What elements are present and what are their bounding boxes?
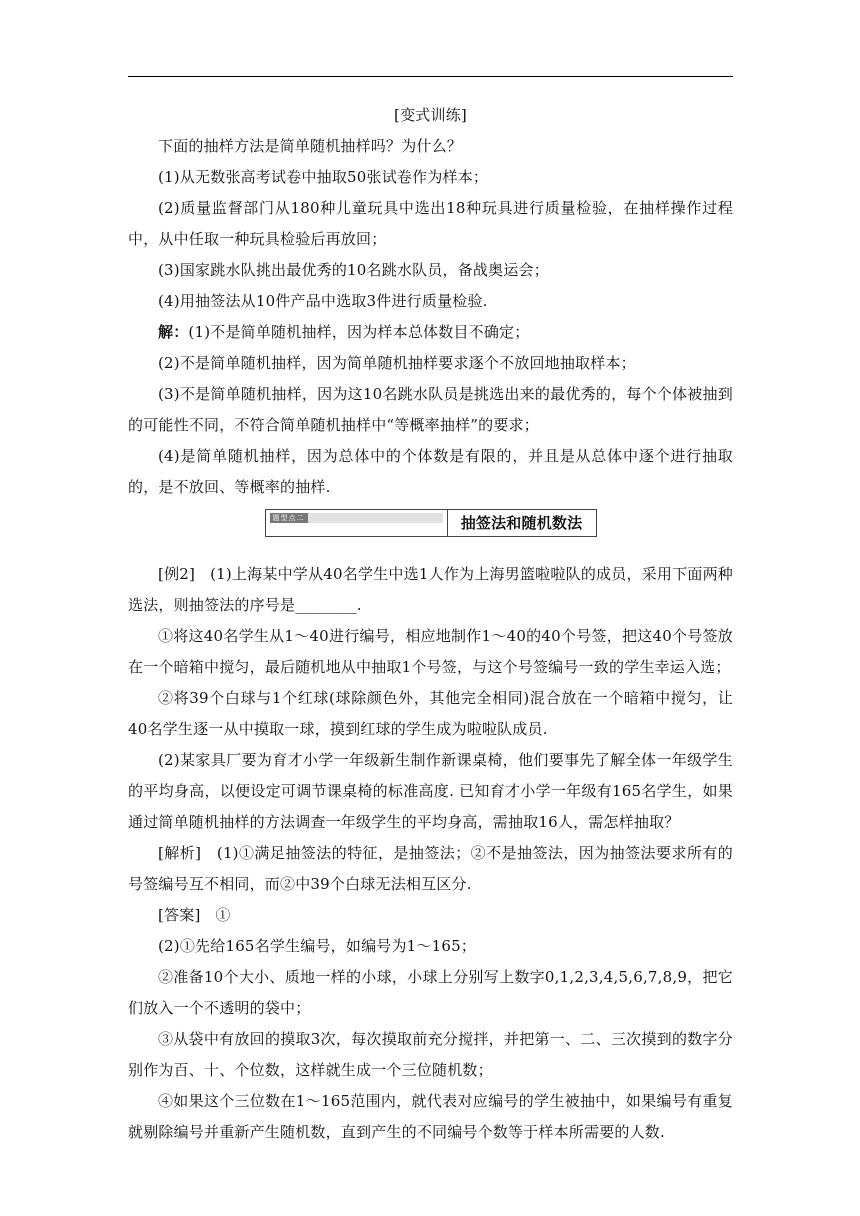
solution-2: (2)不是简单随机抽样，因为简单随机抽样要求逐个不放回地抽取样本； — [158, 354, 636, 372]
example-option-1: ①将这40名学生从1～40进行编号，相应地制作1～40的40个号签，把这40个号签放在一个暗箱中搅匀，最后随机地从中抽取1个号签，与这个号签编号一致的学生幸运入选； — [128, 627, 733, 676]
example-part2: (2)某家具厂要为育才小学一年级新生制作新课桌椅，他们要事先了解全体一年级学生的平均身高，以便设定可调节课桌椅的标准高度. 已知育才小学一年级有165名学生，如果通过简单随机抽样的方法调查一年级学生的平均身高，需抽取16人，需怎样抽取？ — [128, 751, 733, 831]
solution-3: (3)不是简单随机抽样，因为这10名跳水队员是挑选出来的最优秀的，每个个体被抽到的可能性不同，不符合简单随机抽样中“等概率抽样”的要求； — [128, 385, 733, 434]
training-item-1: (1)从无数张高考试卷中抽取50张试卷作为样本； — [158, 168, 489, 186]
header-rule — [128, 76, 733, 77]
page-content — [128, 100, 733, 1148]
section-tag-box — [266, 510, 448, 536]
analysis-label: [解析] — [158, 844, 202, 862]
answer-step-3: ③从袋中有放回的摸取3次，每次摸取前充分搅拌，并把第一、二、三次摸到的数字分别作为百、十、个位数，这样就生成一个三位随机数； — [128, 1030, 733, 1079]
answer-step-2: ②准备10个大小、质地一样的小球，小球上分别写上数字0,1,2,3,4,5,6,7,8,9，把它们放入一个不透明的袋中； — [128, 968, 733, 1017]
solution-1 — [128, 317, 733, 348]
answer-value: ① — [215, 906, 231, 924]
spacer — [128, 551, 733, 559]
solution-1-text: (1)不是简单随机抽样，因为样本总体数目不确定； — [188, 323, 530, 341]
section-tag: 题型点二 — [270, 513, 308, 523]
section-title: 抽签法和随机数法 — [460, 513, 583, 532]
training-heading: [变式训练] — [394, 106, 467, 124]
example-part1-text: (1)上海某中学从40名学生中选1人作为上海男篮啦啦队的成员，采用下面两种选法，则抽签法的序号是________. — [128, 565, 733, 614]
answer-label: [答案] — [158, 906, 201, 924]
solution-4: (4)是简单随机抽样，因为总体中的个体数是有限的，并且是从总体中逐个进行抽取的，是不放回、等概率的抽样. — [128, 447, 733, 496]
answer-step-4: ④如果这个三位数在1～165范围内，就代表对应编号的学生被抽中，如果编号有重复就剔除编号并重新产生随机数，直到产生的不同编号个数等于样本所需要的人数. — [128, 1092, 733, 1141]
answer-step-1: (2)①先给165名学生编号，如编号为1～165； — [158, 937, 477, 955]
section-header — [265, 509, 597, 537]
example-option-2: ②将39个白球与1个红球(球除颜色外，其他完全相同)混合放在一个暗箱中搅匀，让40名学生逐一从中摸取一球，摸到红球的学生成为啦啦队成员. — [128, 689, 733, 738]
example-label: [例2] — [158, 565, 196, 583]
training-item-4: (4)用抽签法从10件产品中选取3件进行质量检验. — [158, 292, 488, 310]
analysis-text: (1)①满足抽签法的特征，是抽签法；②不是抽签法，因为抽签法要求所有的号签编号互不相同，而②中39个白球无法相互区分. — [128, 844, 733, 893]
example-part1 — [128, 559, 733, 621]
training-question: 下面的抽样方法是简单随机抽样吗？为什么？ — [158, 137, 463, 155]
analysis — [128, 838, 733, 900]
training-item-3: (3)国家跳水队挑出最优秀的10名跳水队员，备战奥运会； — [158, 261, 549, 279]
section-tag-bar — [270, 513, 443, 523]
answer — [128, 900, 733, 931]
solution-label: 解： — [158, 323, 189, 341]
training-item-2: (2)质量监督部门从180种儿童玩具中选出18种玩具进行质量检验，在抽样操作过程中，从中任取一种玩具检验后再放回； — [128, 199, 733, 248]
